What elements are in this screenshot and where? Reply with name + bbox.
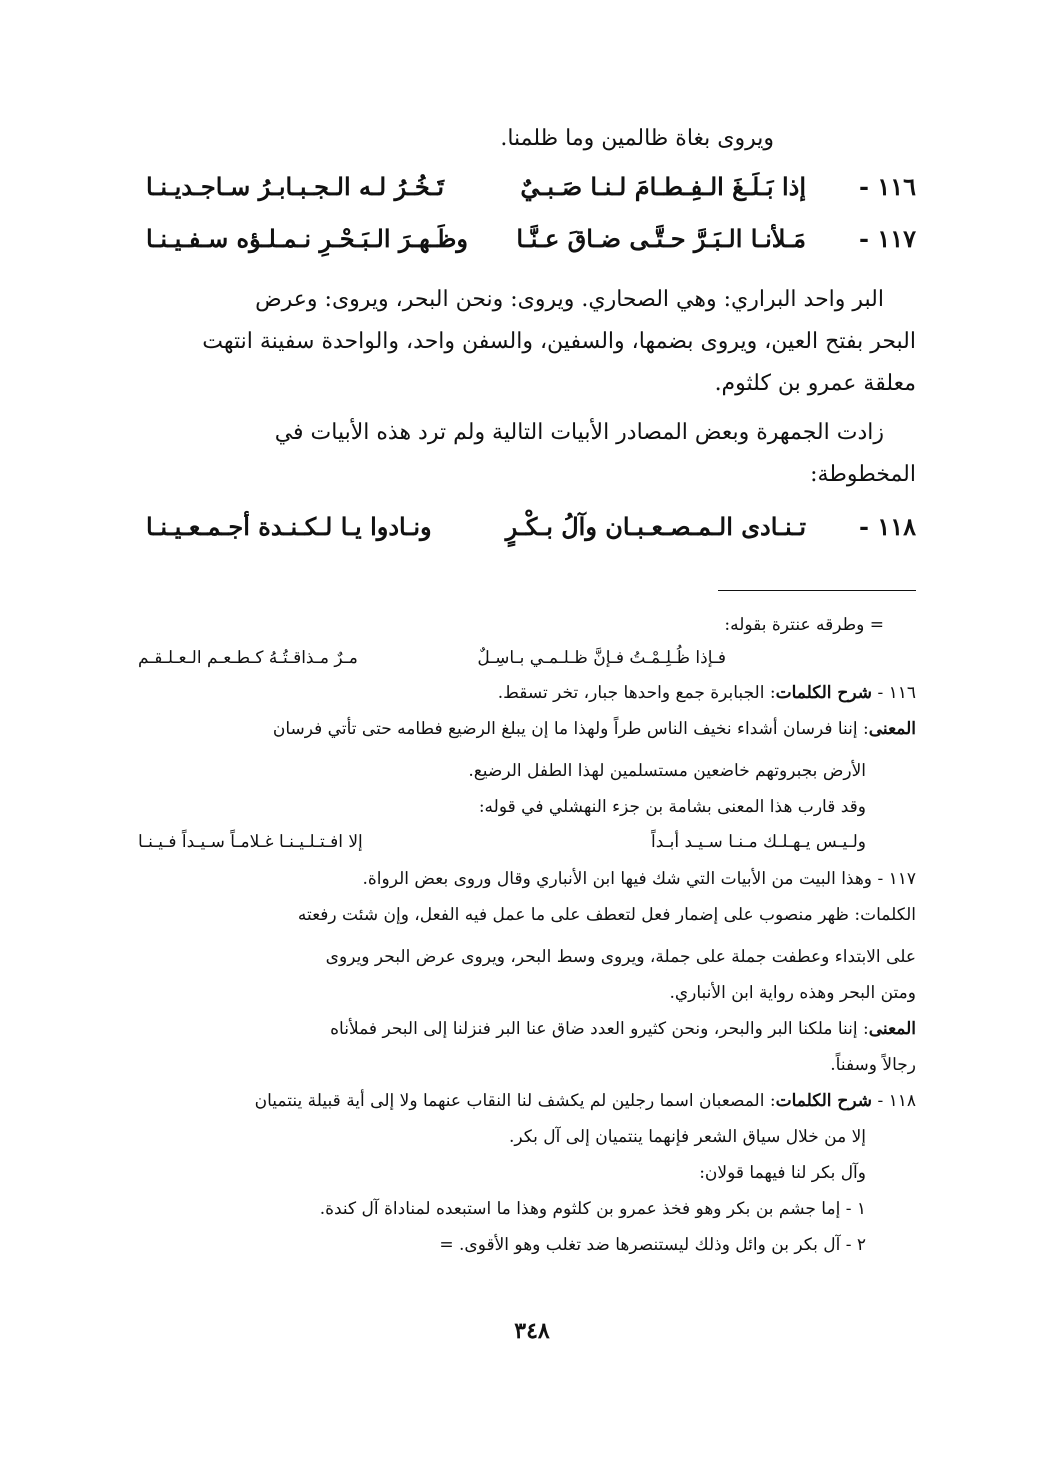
footnote-text: : إننا فرسان أشداء نخيف الناس طراً ولهذا ما إن يبلغ الرضيع فطامه حتى تأتي فرسان: [272, 719, 869, 739]
verse-116: [146, 170, 916, 204]
verse-first-hemistich: تـنـادى الـمـصـعـبـان وآلُ بـكْـرٍ: [505, 512, 806, 541]
footnote-116-meaning: [138, 716, 916, 742]
footnote-label: شرح الكلمات: [775, 683, 873, 703]
footnote-verse: [138, 828, 866, 856]
footnote-118: [138, 1088, 916, 1114]
paragraph-line: المخطوطة:: [810, 462, 916, 487]
footnote-number: ١١٧ -: [877, 869, 916, 889]
footnote-117: [138, 866, 916, 892]
footnote-separator: [718, 590, 916, 591]
verse-first-hemistich: ولـيـس يـهـلـك مـنـا سـيـد أبـداً: [651, 832, 866, 852]
verse-second-hemistich: ونـادوا يـا لـكـنـدة أجـمـعـيـنـا: [146, 512, 432, 541]
footnote-text: وهذا البيت من الأبيات التي شك فيها ابن الأنباري وقال وروى بعض الرواة.: [362, 869, 873, 889]
footnote-line: = وطرقه عنترة بقوله:: [724, 615, 884, 635]
paragraph-line: معلقة عمرو بن كلثوم.: [714, 371, 916, 396]
footnote-text: : إننا ملكنا البر والبحر، ونحن كثيرو العدد ضاق عنا البر فنزلنا إلى البحر فملأناه: [330, 1019, 869, 1039]
verse-second-hemistich: مـرٌ مـذاقـتُـهُ كـطـعـم الـعـلـقـم: [138, 648, 358, 668]
page-number: ٣٤٨: [514, 1318, 550, 1344]
verse-first-hemistich: فـإذا ظُـلِـمْـتُ فـإنَّ ظـلـمـي بـاسِـلٌ: [477, 648, 726, 668]
footnote-116: [138, 680, 916, 706]
footnote-list-item: ١ - إما جشم بن بكر وهو فخذ عمرو بن كلثوم وهذا ما استبعده لمناداة آل كندة.: [319, 1199, 866, 1219]
footnote-line: وقد قارب هذا المعنى بشامة بن جزء النهشلي في قوله:: [478, 797, 866, 817]
footnote-label: المعنى: [868, 719, 916, 739]
paragraph-line: البر واحد البراري: وهي الصحاري. ويروى: ونحن البحر، ويروى: وعرض: [255, 287, 884, 312]
verse-first-hemistich: إذا بَـلَـغَ الـفِـطـامَ لـنـا صَـبـيٌ: [520, 172, 806, 201]
footnote-line: الأرض بجبروتهم خاضعين مستسلمين لهذا الطفل الرضيع.: [468, 761, 866, 781]
verse-first-hemistich: مَـلأنـا الـبَـرَّ حـتَّـى ضـاقَ عـنَّـا: [516, 224, 806, 253]
verse-second-hemistich: إلا افـتـلـيـنـا غـلامـاً سـيـداً فـيـنـا: [138, 832, 363, 852]
footnote-label: المعنى: [868, 1019, 916, 1039]
intro-line: ويروى بغاة ظالمين وما ظلمنا.: [500, 126, 774, 151]
footnote-verse: [138, 644, 916, 672]
verse-second-hemistich: وظَـهـرَ الـبَـحْـرِ نـمـلـؤه سـفـيـنـا: [146, 224, 468, 253]
footnote-line: إلا من خلال سياق الشعر فإنهما ينتميان إلى آل بكر.: [508, 1127, 866, 1147]
verse-number: ١١٧ -: [859, 224, 916, 253]
verse-second-hemistich: تَـخُـرُ لـه الـجـبـابـرُ سـاجـديـنـا: [146, 172, 445, 201]
verse-117: [146, 222, 916, 256]
footnote-line: على الابتداء وعطفت جملة على جملة، ويروى وسط البحر، ويروى عرض البحر ويروى: [325, 947, 916, 967]
footnote-text: : الجبابرة جمع واحدها جبار، تخر تسقط.: [497, 683, 776, 703]
verse-number: ١١٦ -: [859, 172, 916, 201]
footnote-line: ومتن البحر وهذه رواية ابن الأنباري.: [669, 983, 916, 1003]
footnote-117-meaning: [138, 1016, 916, 1042]
paragraph-line: البحر بفتح العين، ويروى بضمها، والسفين، والسفن واحد، والواحدة سفينة انتهت: [202, 329, 916, 354]
footnote-list-item: ٢ - آل بكر بن وائل وذلك ليستنصرها ضد تغلب وهو الأقوى. =: [439, 1235, 866, 1255]
footnote-text: : المصعبان اسما رجلين لم يكشف لنا النقاب عنهما ولا إلى أية قبيلة ينتميان: [254, 1091, 776, 1111]
verse-number: ١١٨ -: [859, 512, 916, 541]
footnote-label: شرح الكلمات: [775, 1091, 873, 1111]
paragraph-line: زادت الجمهرة وبعض المصادر الأبيات التالية ولم ترد هذه الأبيات في: [274, 420, 884, 445]
verse-118: [146, 510, 916, 544]
footnote-number: ١١٦ -: [877, 683, 916, 703]
footnote-line: رجالاً وسفناً.: [830, 1055, 916, 1075]
footnote-number: ١١٨ -: [877, 1091, 916, 1111]
footnote-line: الكلمات: ظهر منصوب على إضمار فعل لتعطف على ما عمل فيه الفعل، وإن شئت رفعته: [297, 905, 916, 925]
footnote-line: وآل بكر لنا فيهما قولان:: [699, 1163, 866, 1183]
